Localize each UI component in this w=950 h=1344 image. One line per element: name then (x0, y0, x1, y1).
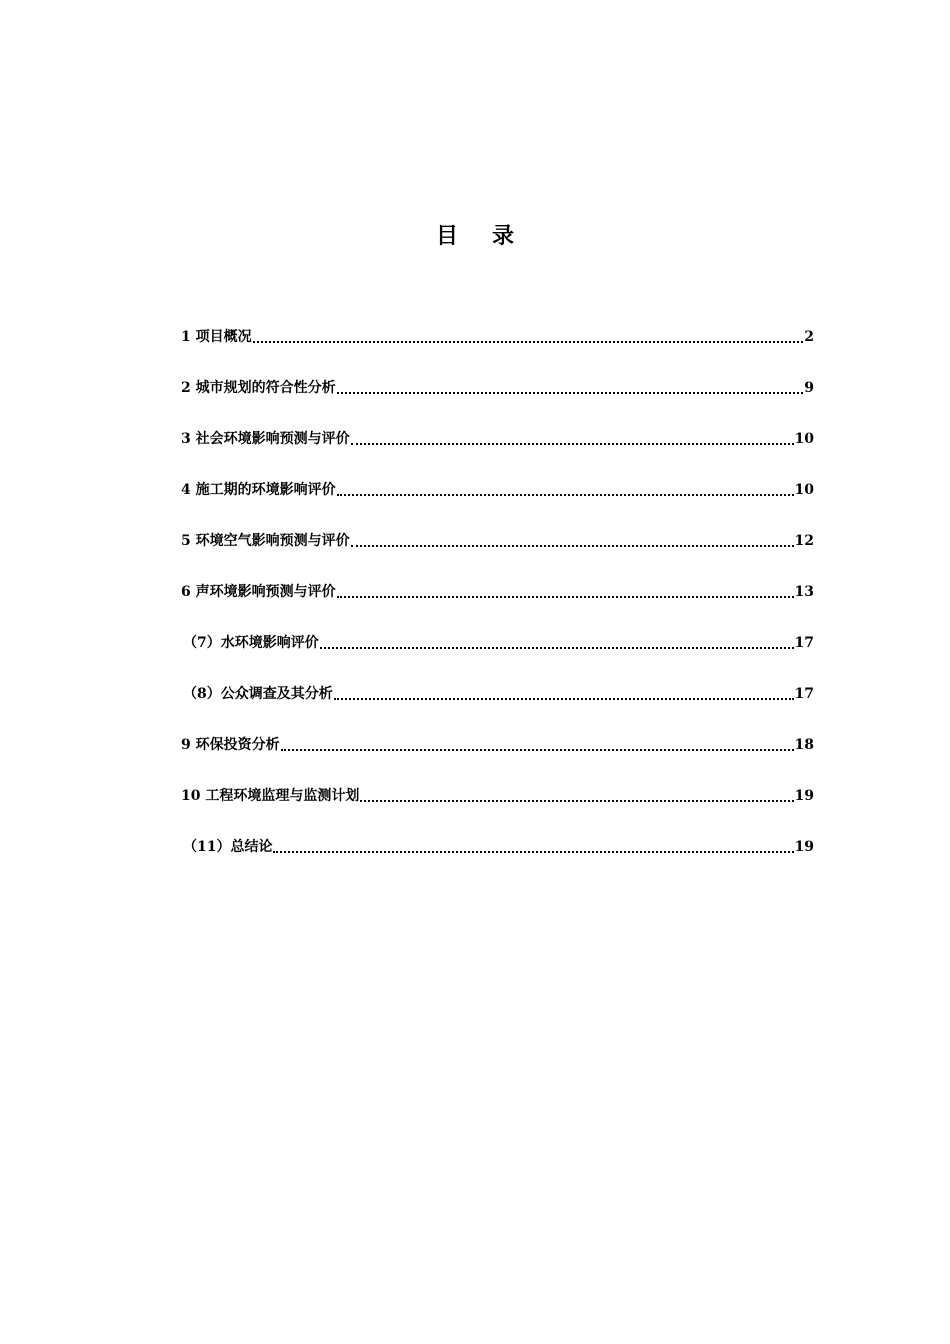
toc-entry-label: 2 城市规划的符合性分析 (181, 380, 336, 396)
toc-title-char-1: 目 (435, 223, 458, 249)
dot-leader (337, 377, 804, 399)
toc-entry[interactable] (181, 581, 814, 632)
toc-list (181, 326, 814, 887)
dot-leader (273, 836, 793, 858)
toc-entry[interactable] (181, 836, 814, 887)
toc-entry[interactable] (181, 785, 814, 836)
dot-leader (253, 326, 804, 348)
toc-entry[interactable] (181, 632, 814, 683)
dot-leader (337, 581, 794, 603)
toc-entry[interactable] (181, 377, 814, 428)
toc-entry-page: 12 (794, 533, 814, 549)
toc-entry-page: 17 (794, 686, 814, 702)
toc-entry-page: 9 (804, 380, 814, 396)
toc-entry-page: 18 (794, 737, 814, 753)
dot-leader (351, 428, 794, 450)
toc-entry-label: （11）总结论 (183, 839, 273, 855)
toc-entry[interactable] (181, 326, 814, 377)
dot-leader (281, 734, 794, 756)
toc-entry-page: 19 (794, 788, 814, 804)
toc-entry-page: 10 (794, 431, 814, 447)
toc-entry[interactable] (181, 683, 814, 734)
toc-entry-label: 9 环保投资分析 (181, 737, 280, 753)
toc-entry-label: 1 项目概况 (181, 329, 252, 345)
toc-title (0, 220, 950, 252)
toc-entry-label: 5 环境空气影响预测与评价 (181, 533, 350, 549)
toc-entry-page: 13 (794, 584, 814, 600)
toc-entry-label: 10 工程环境监理与监测计划 (181, 788, 360, 804)
toc-entry-page: 10 (794, 482, 814, 498)
dot-leader (334, 683, 794, 705)
toc-entry-page: 17 (794, 635, 814, 651)
dot-leader (351, 530, 794, 552)
toc-entry[interactable] (181, 734, 814, 785)
toc-title-char-2: 录 (492, 223, 515, 249)
toc-entry[interactable] (181, 479, 814, 530)
toc-entry-label: 3 社会环境影响预测与评价 (181, 431, 350, 447)
toc-entry-page: 2 (804, 329, 814, 345)
dot-leader (337, 479, 794, 501)
toc-entry[interactable] (181, 428, 814, 479)
toc-entry-label: 6 声环境影响预测与评价 (181, 584, 336, 600)
dot-leader (360, 785, 793, 807)
toc-entry[interactable] (181, 530, 814, 581)
toc-entry-label: 4 施工期的环境影响评价 (181, 482, 336, 498)
toc-entry-label: （7）水环境影响评价 (183, 635, 319, 651)
dot-leader (320, 632, 794, 654)
toc-entry-label: （8）公众调查及其分析 (183, 686, 333, 702)
toc-entry-page: 19 (794, 839, 814, 855)
